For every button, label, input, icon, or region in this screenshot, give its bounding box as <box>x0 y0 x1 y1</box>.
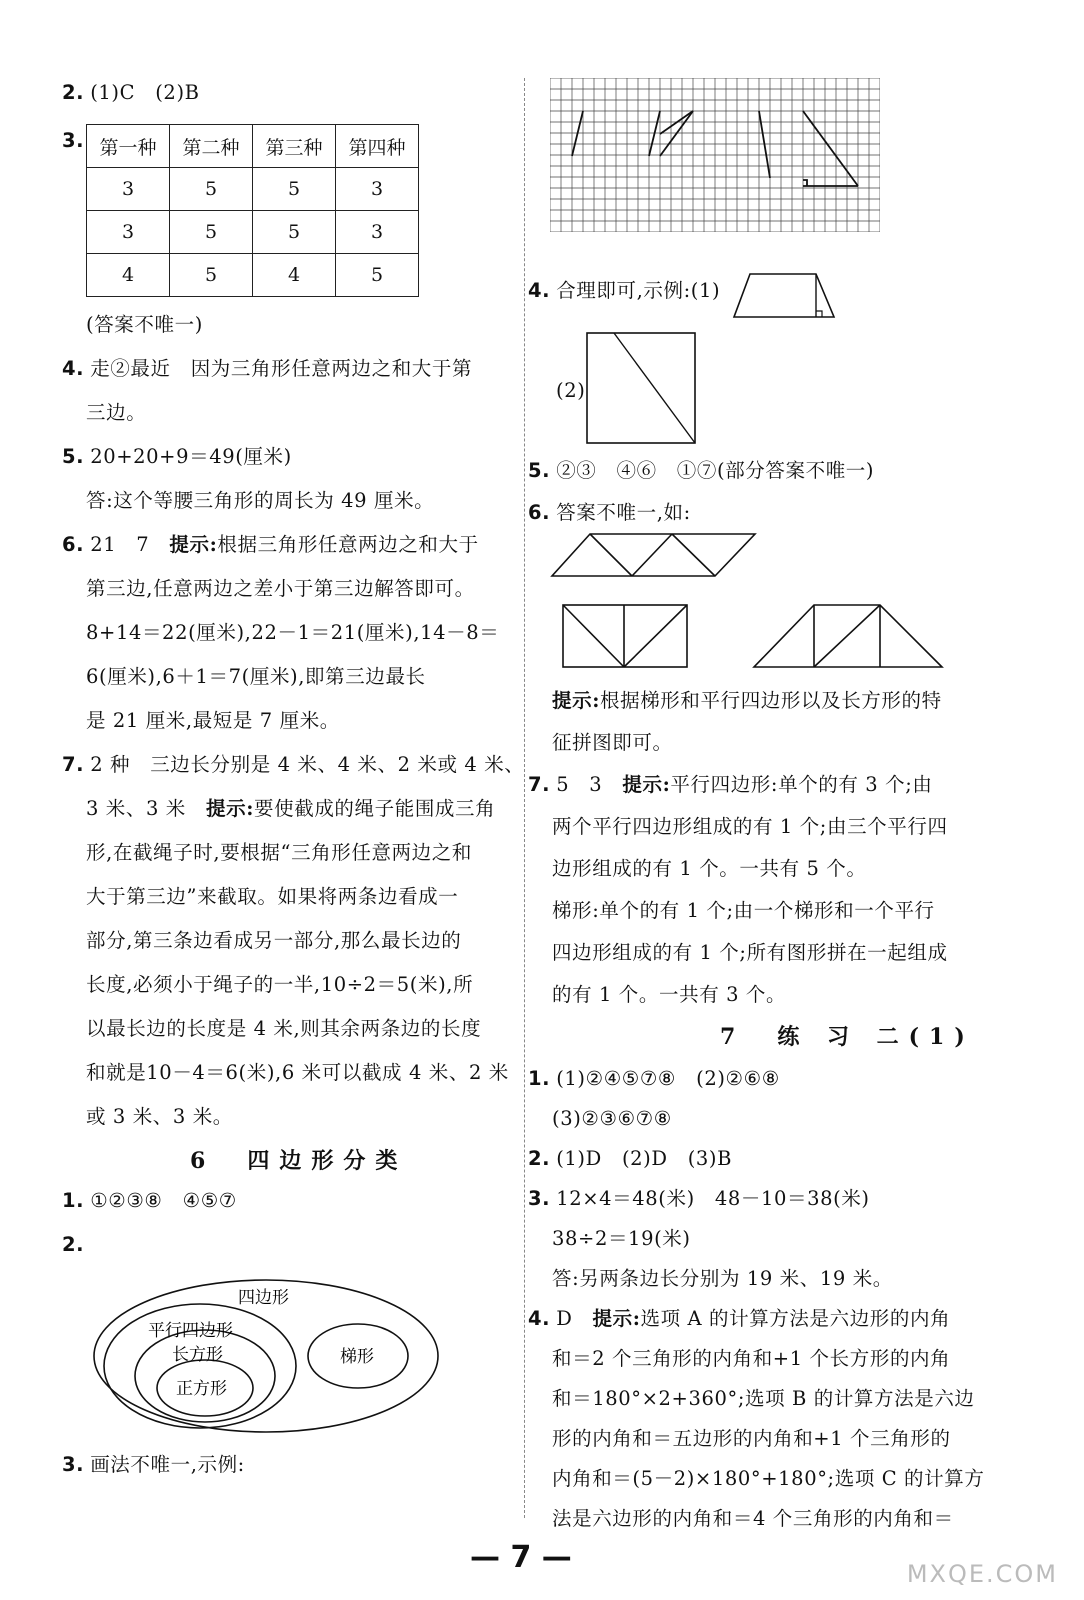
e4-line6: 法是六边形的内角和＝4 个三角形的内角和＝ <box>552 1507 954 1530</box>
table-cell: 5 <box>253 211 336 254</box>
venn-label-square: 正方形 <box>176 1379 227 1399</box>
q7-line3: 形,在截绳子时,要根据“三角形任意两边之和 <box>86 841 472 864</box>
q7-line8: 和就是10－4＝6(米),6 米可以截成 4 米、2 米 <box>86 1061 509 1084</box>
r-q6-text: 6. 答案不唯一,如: <box>528 501 691 524</box>
venn-label-parallelogram: 平行四边形 <box>148 1321 233 1341</box>
square-divided-example <box>586 332 698 446</box>
q3-table <box>86 124 419 297</box>
e4-line3: 和＝180°×2+360°;选项 B 的计算方法是六边 <box>552 1387 975 1410</box>
s6-q2-number: 2. <box>62 1233 85 1256</box>
table-cell: 3 <box>87 168 170 211</box>
q6-line2: 第三边,任意两边之差小于第三边解答即可。 <box>86 577 475 600</box>
venn-label-quadrilateral: 四边形 <box>238 1288 289 1308</box>
q6-line5: 是 21 厘米,最短是 7 厘米。 <box>86 709 340 732</box>
r-q5: 5. ②③ ④⑥ ①⑦(部分答案不唯一) <box>528 459 875 482</box>
q3-note: (答案不唯一) <box>86 313 203 336</box>
q6-line4: 6(厘米),6＋1＝7(厘米),即第三边最长 <box>86 665 426 688</box>
table-header: 第三种 <box>253 125 336 168</box>
table-cell: 5 <box>170 168 253 211</box>
grid-drawing <box>550 78 880 232</box>
section-6-heading: 6 四边形分类 <box>190 1148 408 1174</box>
trapezoid-example <box>730 272 850 322</box>
e3-line2: 38÷2＝19(米) <box>552 1227 691 1250</box>
q6-line1: 6. 21 7 提示:根据三角形任意两边之和大于 <box>62 533 479 556</box>
e1-line1: 1. (1)②④⑤⑦⑧ (2)②⑥⑧ <box>528 1067 780 1090</box>
venn-label-rectangle: 长方形 <box>172 1345 223 1365</box>
table-header-row <box>87 125 419 168</box>
e4-line1: 4. D 提示:选项 A 的计算方法是六边形的内角 <box>528 1307 951 1330</box>
e4-line5: 内角和＝(5－2)×180°+180°;选项 C 的计算方 <box>552 1467 985 1490</box>
q6-line3: 8+14＝22(厘米),22－1＝21(厘米),14－8＝ <box>86 621 500 644</box>
table-cell: 3 <box>87 211 170 254</box>
table-row <box>87 168 419 211</box>
r-q7-line6: 的有 1 个。一共有 3 个。 <box>552 983 787 1006</box>
q3-number: 3. <box>62 129 85 152</box>
r-q7-line3: 边形组成的有 1 个。一共有 5 个。 <box>552 857 867 880</box>
table-cell: 5 <box>170 211 253 254</box>
q7-line7: 以最长边的长度是 4 米,则其余两条边的长度 <box>86 1017 482 1040</box>
r-q6-hint-line2: 征拼图即可。 <box>552 731 673 754</box>
watermark-logo: MXQE.COM <box>906 1560 1058 1588</box>
table-header: 第二种 <box>170 125 253 168</box>
quadrilateral-venn-diagram <box>90 1276 450 1446</box>
table-cell: 5 <box>336 254 419 297</box>
r-q7-line5: 四边形组成的有 1 个;所有图形拼在一起组成 <box>552 941 948 964</box>
q5-line2: 答:这个等腰三角形的周长为 49 厘米。 <box>86 489 435 512</box>
table-row <box>87 254 419 297</box>
column-divider <box>524 78 525 1518</box>
r-q7-line4: 梯形:单个的有 1 个;由一个梯形和一个平行 <box>552 899 935 922</box>
q7-line6: 长度,必须小于绳子的一半,10÷2＝5(米),所 <box>86 973 474 996</box>
q7-line9: 或 3 米、3 米。 <box>86 1105 233 1128</box>
table-cell: 3 <box>336 211 419 254</box>
q7-line1: 7. 2 种 三边长分别是 4 米、4 米、2 米或 4 米、 <box>62 753 525 776</box>
e3-line1: 3. 12×4＝48(米) 48－10＝38(米) <box>528 1187 870 1210</box>
table-cell: 3 <box>336 168 419 211</box>
table-cell: 5 <box>170 254 253 297</box>
rectangle-split-figure <box>562 604 690 670</box>
table-cell: 4 <box>87 254 170 297</box>
e4-line2: 和＝2 个三角形的内角和+1 个长方形的内角 <box>552 1347 951 1370</box>
s6-q1: 1. ①②③⑧ ④⑤⑦ <box>62 1189 237 1212</box>
q7-line2: 3 米、3 米 提示:要使截成的绳子能围成三角 <box>86 797 496 820</box>
r-q7-line1: 7. 5 3 提示:平行四边形:单个的有 3 个;由 <box>528 773 933 796</box>
q4-line2: 三边。 <box>86 401 147 424</box>
table-cell: 5 <box>253 168 336 211</box>
e1-line2: (3)②③⑥⑦⑧ <box>552 1107 672 1130</box>
r-q4-text: 4. 合理即可,示例:(1) <box>528 279 721 302</box>
table-header: 第四种 <box>336 125 419 168</box>
triangles-parallelogram-figure <box>550 532 760 580</box>
grid-lines <box>550 78 880 232</box>
r-q4-part2-label: (2) <box>556 379 586 402</box>
table-cell: 4 <box>253 254 336 297</box>
section-7-heading: 7 练 习 二(1) <box>720 1024 975 1050</box>
r-q7-line2: 两个平行四边形组成的有 1 个;由三个平行四 <box>552 815 948 838</box>
q5-line1: 5. 20+20+9＝49(厘米) <box>62 445 292 468</box>
q7-line4: 大于第三边”来截取。如果将两条边看成一 <box>86 885 459 908</box>
venn-label-trapezoid: 梯形 <box>340 1347 374 1367</box>
table-row <box>87 211 419 254</box>
q2-answer: 2. (1)C (2)B <box>62 81 200 104</box>
e2: 2. (1)D (2)D (3)B <box>528 1147 733 1170</box>
s6-q3: 3. 画法不唯一,示例: <box>62 1453 245 1476</box>
e3-line3: 答:另两条边长分别为 19 米、19 米。 <box>552 1267 893 1290</box>
q7-line5: 部分,第三条边看成另一部分,那么最长边的 <box>86 929 462 952</box>
e4-line4: 形的内角和＝五边形的内角和+1 个三角形的 <box>552 1427 951 1450</box>
page-number: — 7 — <box>470 1540 572 1575</box>
q4-line1: 4. 走②最近 因为三角形任意两边之和大于第 <box>62 357 473 380</box>
table-header: 第一种 <box>87 125 170 168</box>
trapezoid-split-figure <box>752 604 952 670</box>
r-q6-hint-line1: 提示:根据梯形和平行四边形以及长方形的特 <box>552 689 942 712</box>
